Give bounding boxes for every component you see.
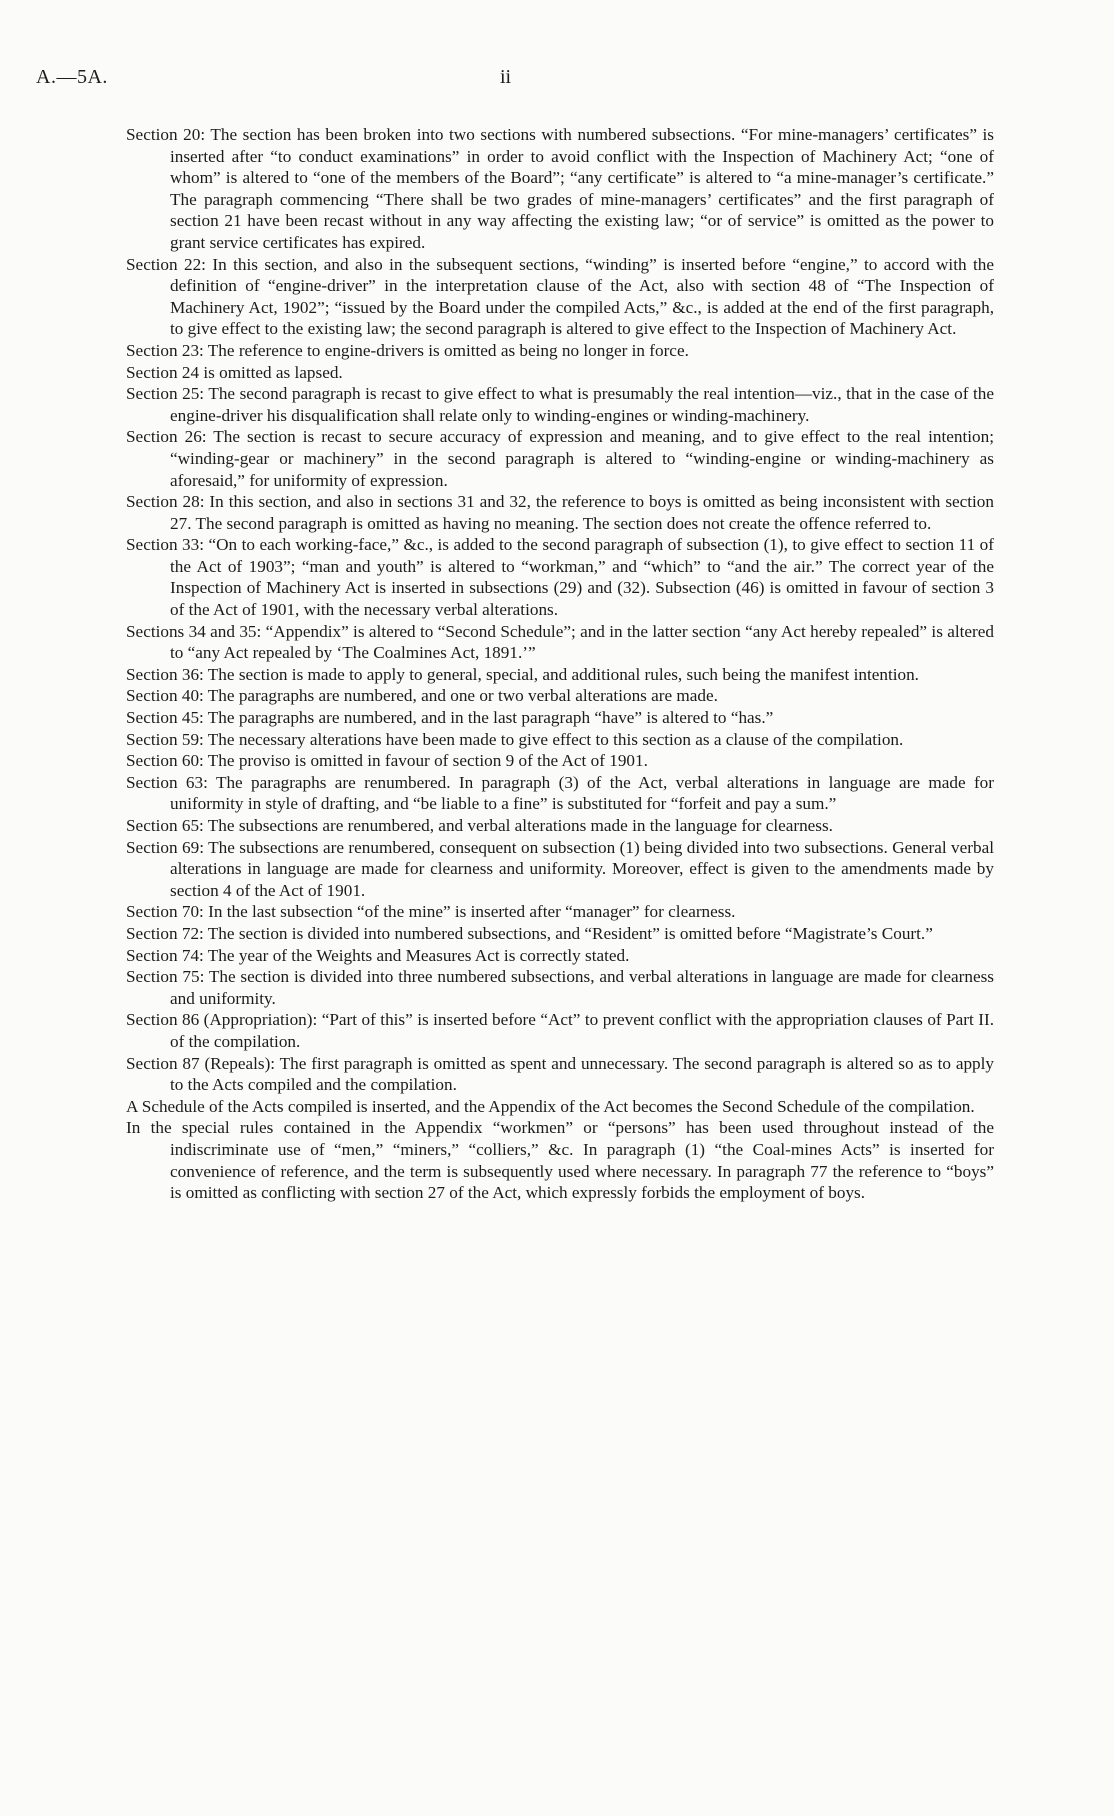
section-33-note: Section 33: “On to each working-face,” &c., is added to the second paragraph of subsection (1), to give effect to section 11 of the Act of 1903”; “man and youth” is altered to “workman,” and “which” to “and the air.” The correct year of the Inspection of Machinery Act is inserted in subsections (29) and (32). Subsection (46) is omitted in favour of section 3 of the Act of 1901, with the necessary verbal alterations. (126, 535, 994, 620)
section-36-note: Section 36: The section is made to apply to general, special, and additional rules, such being the manifest intention. (126, 664, 919, 684)
section-86-note: Section 86 (Appropriation): “Part of this” is inserted before “Act” to prevent conflict with the appropriation clauses of Part II. of the compilation. (126, 1010, 994, 1051)
section-23-note: Section 23: The reference to engine-drivers is omitted as being no longer in force. (126, 340, 689, 360)
section-65-note: Section 65: The subsections are renumbered, and verbal alterations made in the language for clearness. (126, 816, 833, 835)
section-72-note: Section 72: The section is divided into numbered subsections, and “Resident” is omitted before “Magistrate’s Court.” (126, 923, 933, 943)
page-number: ii (500, 66, 512, 88)
section-59-note: Section 59: The necessary alterations have been made to give effect to this section as a clause of the compilation. (126, 729, 904, 749)
section-40-note: Section 40: The paragraphs are numbered, and one or two verbal alterations are made. (126, 686, 718, 706)
section-63-note: Section 63: The paragraphs are renumbered. In paragraph (3) of the Act, verbal alterations in language are made for uniformity in style of drafting, and “be liable to a fine” is substituted for “forfeit and pay a sum.” (126, 772, 994, 814)
special-rules-note: In the special rules contained in the Appendix “workmen” or “persons” has been used throughout instead of the indiscriminate use of “men,” “miners,” “colliers,” &c. In paragraph (1) “the Coal-mines Acts” is inserted for convenience of reference, and the term is subsequently used where necessary. In paragraph 77 the reference to “boys” is omitted as conflicting with section 27 of the Act, which expressly forbids the employment of boys. (126, 1118, 994, 1203)
section-28-note: Section 28: In this section, and also in sections 31 and 32, the reference to boys is omitted as being inconsistent with section 27. The second paragraph is omitted as having no meaning. The section does not create the offence referred to. (126, 492, 994, 533)
section-69-note: Section 69: The subsections are renumbered, consequent on subsection (1) being divided into two subsections. General verbal alterations in language are made for clearness and uniformity. Moreover, effect is given to the amendments made by section 4 of the Act of 1901. (126, 837, 994, 900)
section-25-note: Section 25: The second paragraph is recast to give effect to what is presumably the real intention—viz., that in the case of the engine-driver his disqualification shall relate only to winding-engines or winding-machinery. (126, 384, 994, 425)
section-24-note: Section 24 is omitted as lapsed. (126, 362, 343, 382)
sections-34-35-note: Sections 34 and 35: “Appendix” is altered to “Second Schedule”; and in the latter section “any Act hereby repealed” is altered to “any Act repealed by ‘The Coalmines Act, 1891.’” (126, 621, 994, 663)
section-26-note: Section 26: The section is recast to secure accuracy of expression and meaning, and to give effect to the real intention; “winding-gear or machinery” in the second paragraph is altered to “winding-engine or winding-machinery as aforesaid,” for uniformity of expression. (126, 427, 994, 490)
section-60-note: Section 60: The proviso is omitted in favour of section 9 of the Act of 1901. (126, 751, 648, 771)
section-45-note: Section 45: The paragraphs are numbered, and in the last paragraph “have” is altered to “has.” (126, 708, 774, 728)
document-body (126, 124, 994, 1204)
section-87-note: Section 87 (Repeals): The first paragraph is omitted as spent and unnecessary. The second paragraph is altered so as to apply to the Acts compiled and the compilation. (126, 1053, 994, 1095)
section-20-note: Section 20: The section has been broken into two sections with numbered subsections. “For mine-managers’ certificates” is inserted after “to conduct examinations” in order to avoid conflict with the Inspection of Machinery Act; “one of whom” is altered to “one of the members of the Board”; “any certificate” is altered to “a mine-manager’s certificate.” The paragraph commencing “There shall be two grades of mine-managers’ certificates” and the first paragraph of section 21 have been recast without in any way affecting the existing law; “or of service” is omitted as the power to grant service certificates has expired. (126, 125, 994, 252)
section-75-note: Section 75: The section is divided into three numbered subsections, and verbal alterations in language are made for clearness and uniformity. (126, 967, 994, 1008)
section-70-note: Section 70: In the last subsection “of the mine” is inserted after “manager” for clearness. (126, 902, 736, 922)
document-reference: A.—5A. (36, 66, 108, 88)
section-74-note: Section 74: The year of the Weights and Measures Act is correctly stated. (126, 945, 630, 965)
schedule-note: A Schedule of the Acts compiled is inserted, and the Appendix of the Act becomes the Second Schedule of the compilation. (126, 1096, 975, 1116)
page-header (0, 66, 1114, 96)
section-22-note: Section 22: In this section, and also in the subsequent sections, “winding” is inserted before “engine,” to accord with the definition of “engine-driver” in the interpretation clause of the Act, also with section 48 of “The Inspection of Machinery Act, 1902”; “issued by the Board under the compiled Acts,” &c., is added at the end of the first paragraph, to give effect to the existing law; the second paragraph is altered to give effect to the Inspection of Machinery Act. (126, 254, 994, 339)
